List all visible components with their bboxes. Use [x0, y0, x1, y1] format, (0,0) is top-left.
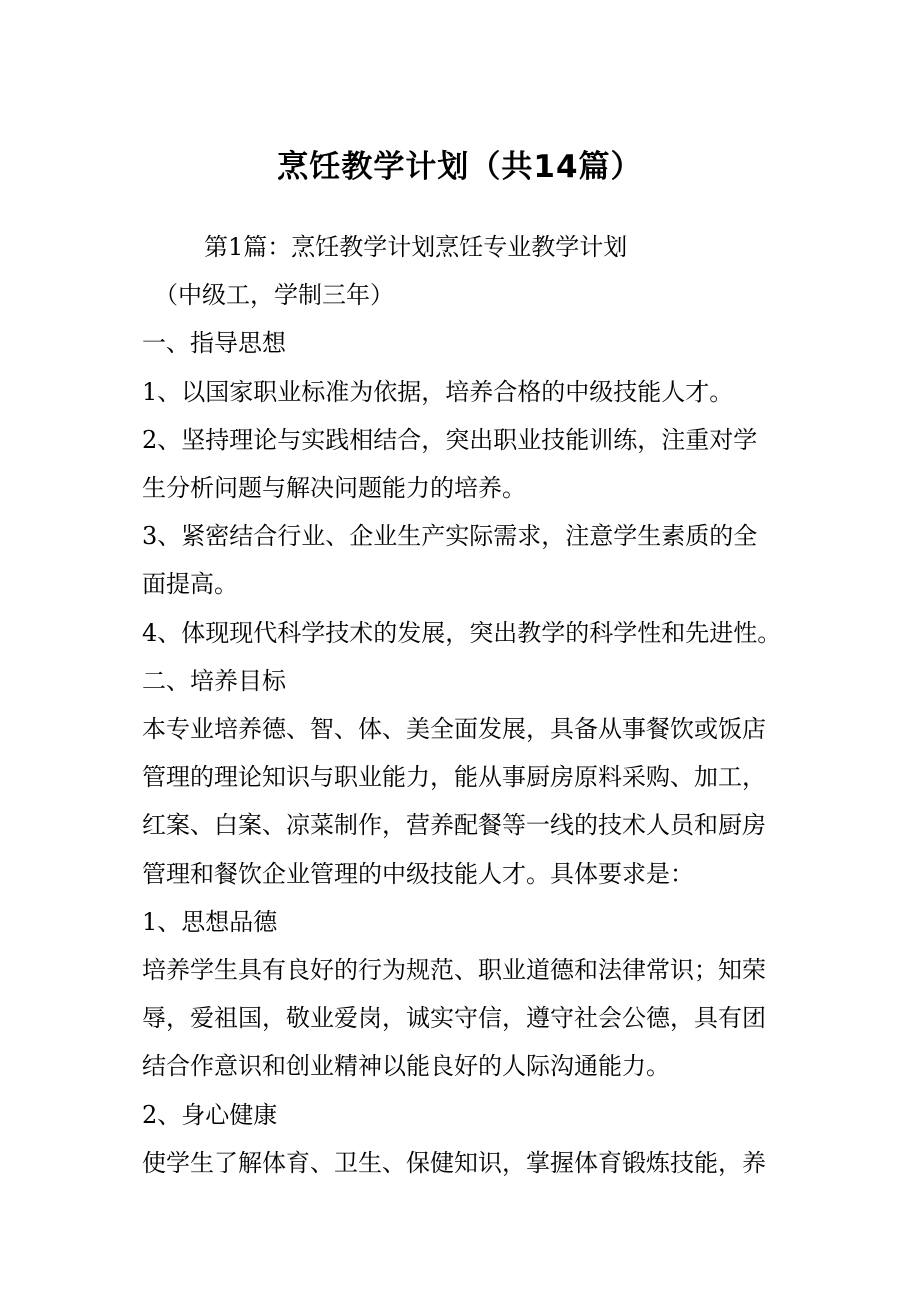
- section-heading: 二、培养目标: [142, 666, 286, 695]
- paragraph-line: 4、体现现代科学技术的发展，突出教学的科学性和先进性。: [142, 618, 782, 647]
- paragraph-line: 红案、白案、凉菜制作，营养配餐等一线的技术人员和厨房: [142, 811, 766, 840]
- paragraph-line: 辱，爱祖国，敬业爱岗，诚实守信，遵守社会公德，具有团: [142, 1004, 766, 1033]
- paragraph-line: 本专业培养德、智、体、美全面发展，具备从事餐饮或饭店: [142, 715, 766, 744]
- subsection-heading: 1、思想品德: [142, 907, 278, 936]
- paragraph-line: 结合作意识和创业精神以能良好的人际沟通能力。: [142, 1052, 670, 1081]
- paragraph-line: 3、紧密结合行业、企业生产实际需求，注意学生素质的全: [142, 522, 758, 551]
- paragraph-line: 管理和餐饮企业管理的中级技能人才。具体要求是：: [142, 859, 694, 888]
- paragraph-line: 面提高。: [142, 570, 238, 599]
- document-body: [142, 223, 842, 1187]
- document-title: 烹饪教学计划（共14篇）: [277, 149, 643, 185]
- section-heading: 一、指导思想: [142, 329, 286, 358]
- paragraph-line: 使学生了解体育、卫生、保健知识，掌握体育锻炼技能，养: [142, 1148, 766, 1177]
- paragraph-line: 培养学生具有良好的行为规范、职业道德和法律常识；知荣: [142, 956, 766, 985]
- subsection-heading: 2、身心健康: [142, 1100, 278, 1129]
- paragraph-line: 2、坚持理论与实践相结合，突出职业技能训练，注重对学: [142, 425, 758, 454]
- paragraph-line: 生分析问题与解决问题能力的培养。: [142, 474, 526, 503]
- chapter-heading: 第1篇：烹饪教学计划烹饪专业教学计划: [204, 233, 628, 261]
- paragraph-line: 1、以国家职业标准为依据，培养合格的中级技能人才。: [142, 377, 734, 406]
- paragraph-line: 管理的理论知识与职业能力，能从事厨房原料采购、加工，: [142, 763, 766, 792]
- chapter-subtitle: （中级工，学制三年）: [154, 281, 394, 310]
